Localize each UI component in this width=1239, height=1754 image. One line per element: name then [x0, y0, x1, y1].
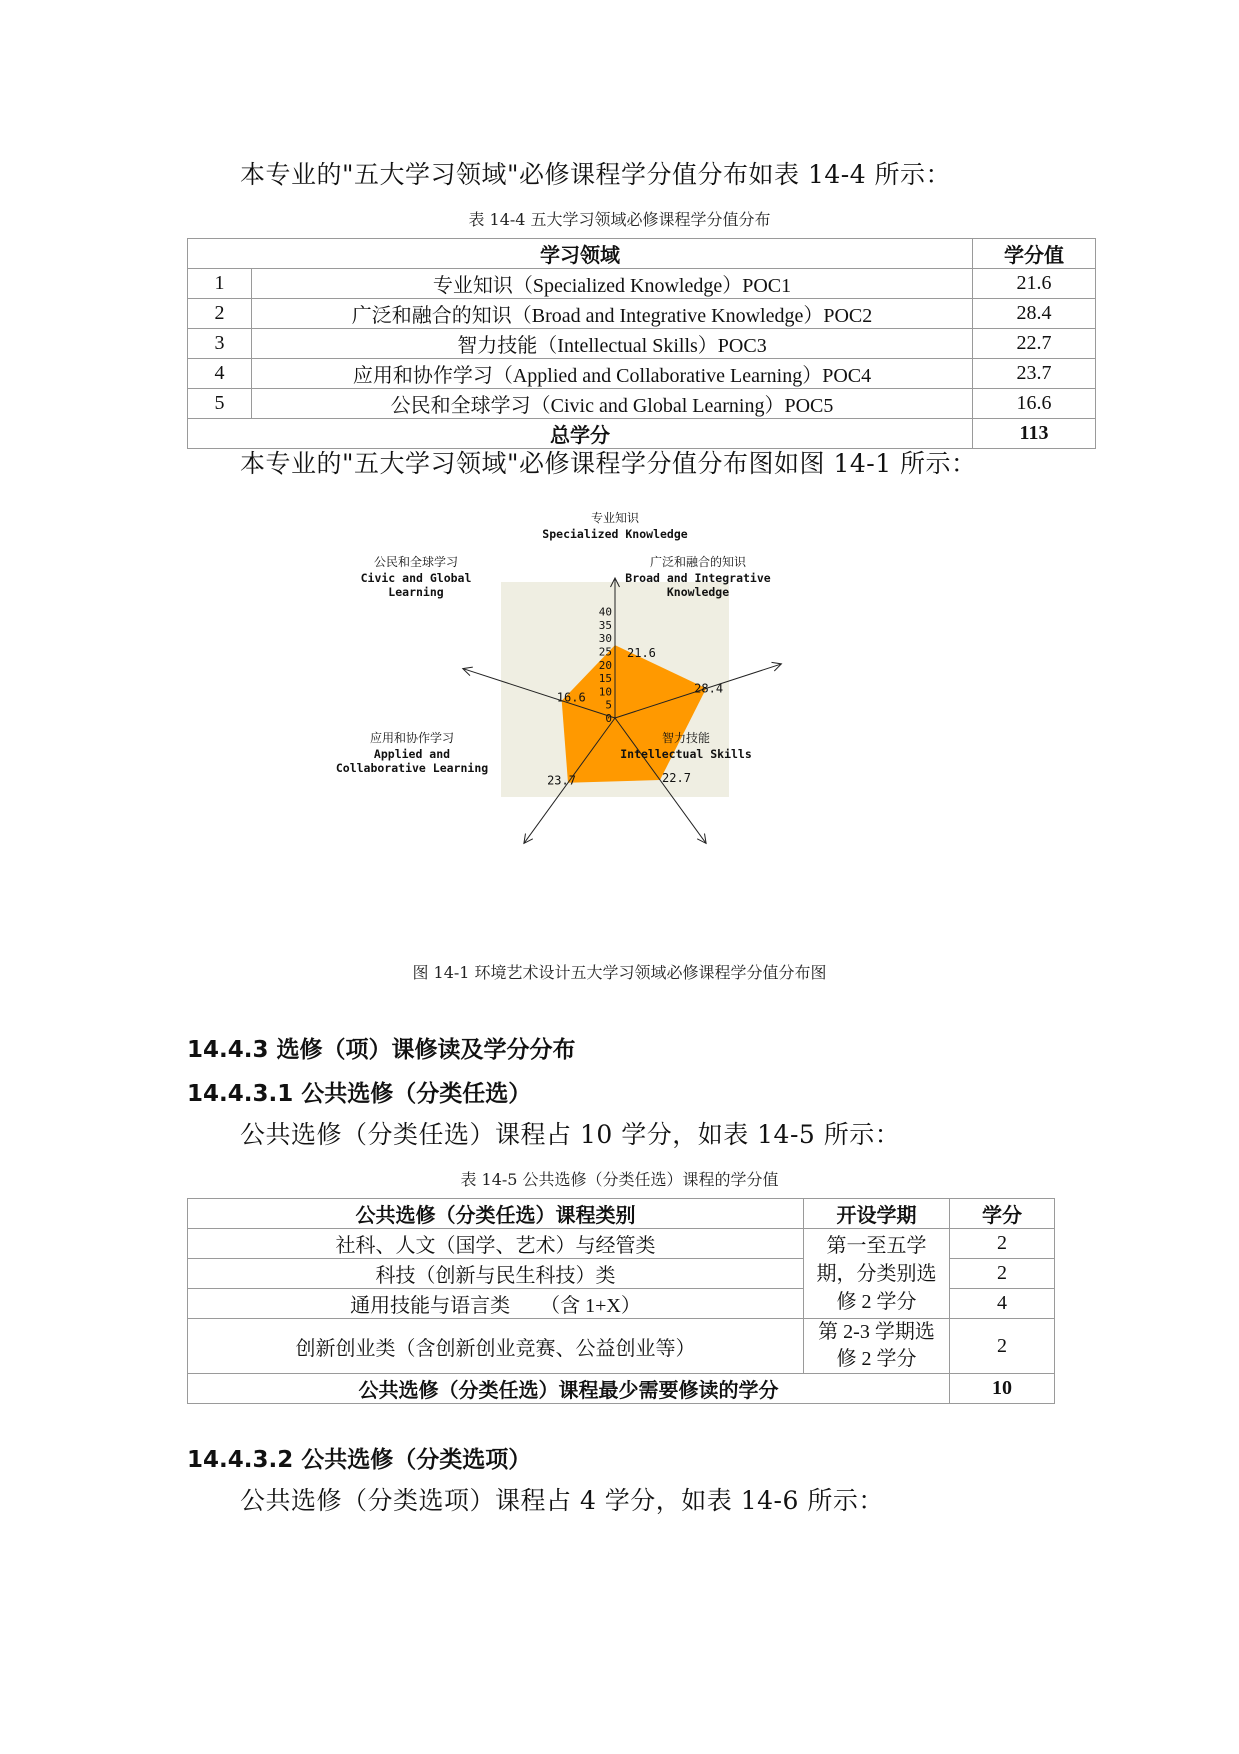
row-credit: 23.7	[973, 359, 1096, 389]
axis-label-zh: 应用和协作学习	[369, 731, 455, 745]
table-row	[188, 1229, 1055, 1259]
table1-caption: 表 14-4 五大学习领域必修课程学分值分布	[468, 210, 771, 229]
table1-header-area: 学习领域	[188, 239, 973, 269]
tick-label: 30	[598, 632, 612, 646]
axis-label-zh: 智力技能	[661, 731, 711, 745]
axis-label-zh: 专业知识	[590, 511, 640, 525]
figure-caption: 图 14-1 环境艺术设计五大学习领域必修课程学分值分布图	[412, 963, 827, 982]
row-credit: 2	[950, 1319, 1055, 1374]
row-credit: 4	[950, 1289, 1055, 1319]
tick-label: 20	[598, 658, 612, 672]
row-area: 公民和全球学习（Civic and Global Learning）POC5	[252, 389, 973, 419]
row-credit: 2	[950, 1259, 1055, 1289]
row-number: 4	[188, 359, 252, 389]
term-line: 第一至五学	[826, 1234, 927, 1257]
section-heading-14-4-3: 14.4.3 选修（项）课修读及学分分布	[187, 1037, 576, 1063]
axis-label-en: Broad and Integrative	[625, 571, 771, 585]
axis-label-en: Collaborative Learning	[335, 761, 489, 775]
table2-header-category: 公共选修（分类任选）课程类别	[188, 1199, 804, 1229]
table2-caption: 表 14-5 公共选修（分类任选）课程的学分值	[460, 1170, 779, 1189]
data-value-label: 23.7	[547, 773, 576, 788]
row-area: 专业知识（Specialized Knowledge）POC1	[252, 269, 973, 299]
intro-paragraph-3: 公共选修（分类任选）课程占 10 学分，如表 14-5 所示：	[240, 1120, 901, 1149]
axis-label-en: Specialized Knowledge	[542, 527, 688, 541]
tick-label: 35	[598, 618, 612, 632]
table2-total-row	[188, 1374, 1055, 1404]
row-number: 3	[188, 329, 252, 359]
row-number: 2	[188, 299, 252, 329]
table-14-4	[187, 238, 1096, 449]
table1-total-value: 113	[973, 419, 1096, 449]
data-value-label: 16.6	[556, 690, 586, 705]
data-value-label: 21.6	[627, 646, 656, 661]
axis-label-en: Civic and Global	[360, 571, 472, 585]
tick-label: 15	[598, 672, 612, 686]
row-area: 应用和协作学习（Applied and Collaborative Learning）POC4	[252, 359, 973, 389]
table-row	[188, 359, 1096, 389]
row-credit: 28.4	[973, 299, 1096, 329]
intro-paragraph-4: 公共选修（分类选项）课程占 4 学分，如表 14-6 所示：	[240, 1486, 884, 1515]
term-line: 修 2 学分	[836, 1348, 917, 1370]
section-heading-14-4-3-2: 14.4.3.2 公共选修（分类选项）	[187, 1447, 532, 1473]
table-row	[188, 329, 1096, 359]
row-category: 科技（创新与民生科技）类	[188, 1259, 804, 1289]
table1-total-label: 总学分	[188, 419, 973, 449]
row-category: 通用技能与语言类 （含 1+X）	[188, 1289, 804, 1319]
table-row	[188, 269, 1096, 299]
table-row	[188, 299, 1096, 329]
intro-paragraph-2: 本专业的"五大学习领域"必修课程学分值分布图如图 14-1 所示：	[240, 449, 977, 478]
axis-label-zh: 公民和全球学习	[373, 555, 459, 569]
data-value-label: 22.7	[662, 770, 691, 785]
table2-header-credit: 学分	[950, 1199, 1055, 1229]
row-category: 创新创业类（含创新创业竞赛、公益创业等）	[188, 1319, 804, 1374]
term-line: 修 2 学分	[836, 1290, 917, 1313]
table-row	[188, 1319, 1055, 1374]
row-term-merged	[804, 1229, 950, 1319]
axis-label-zh: 广泛和融合的知识	[649, 555, 747, 569]
tick-label: 5	[605, 698, 612, 712]
row-credit: 2	[950, 1229, 1055, 1259]
row-number: 5	[188, 389, 252, 419]
axis-label-en: Applied and	[373, 747, 451, 761]
axis-label-en: Learning	[388, 585, 444, 599]
table-row	[188, 389, 1096, 419]
row-area: 智力技能（Intellectual Skills）POC3	[252, 329, 973, 359]
table2-header-row	[188, 1199, 1055, 1229]
row-credit: 16.6	[973, 389, 1096, 419]
table2-header-term: 开设学期	[804, 1199, 950, 1229]
tick-label: 40	[598, 605, 612, 619]
tick-label: 0	[605, 712, 612, 725]
tick-label: 25	[598, 645, 612, 659]
table-14-5	[187, 1198, 1055, 1404]
section-heading-14-4-3-1: 14.4.3.1 公共选修（分类任选）	[187, 1081, 532, 1107]
table2-total-value: 10	[950, 1374, 1055, 1404]
table1-header-row	[188, 239, 1096, 269]
table1-header-credit: 学分值	[973, 239, 1096, 269]
term-line: 期，分类别选	[816, 1262, 937, 1285]
axis-label-en: Knowledge	[666, 585, 730, 599]
row-credit: 22.7	[973, 329, 1096, 359]
term-line: 第 2-3 学期选	[818, 1321, 935, 1343]
row-term	[804, 1319, 950, 1374]
row-credit: 21.6	[973, 269, 1096, 299]
data-value-label: 28.4	[694, 681, 724, 696]
tick-label: 10	[598, 685, 612, 699]
intro-paragraph-1: 本专业的"五大学习领域"必修课程学分值分布如表 14-4 所示：	[240, 160, 952, 189]
row-category: 社科、人文（国学、艺术）与经管类	[188, 1229, 804, 1259]
axis-label-en: Intellectual Skills	[620, 747, 752, 761]
row-number: 1	[188, 269, 252, 299]
radar-chart	[335, 511, 860, 870]
row-area: 广泛和融合的知识（Broad and Integrative Knowledge）POC2	[252, 299, 973, 329]
table2-total-label: 公共选修（分类任选）课程最少需要修读的学分	[188, 1374, 950, 1404]
